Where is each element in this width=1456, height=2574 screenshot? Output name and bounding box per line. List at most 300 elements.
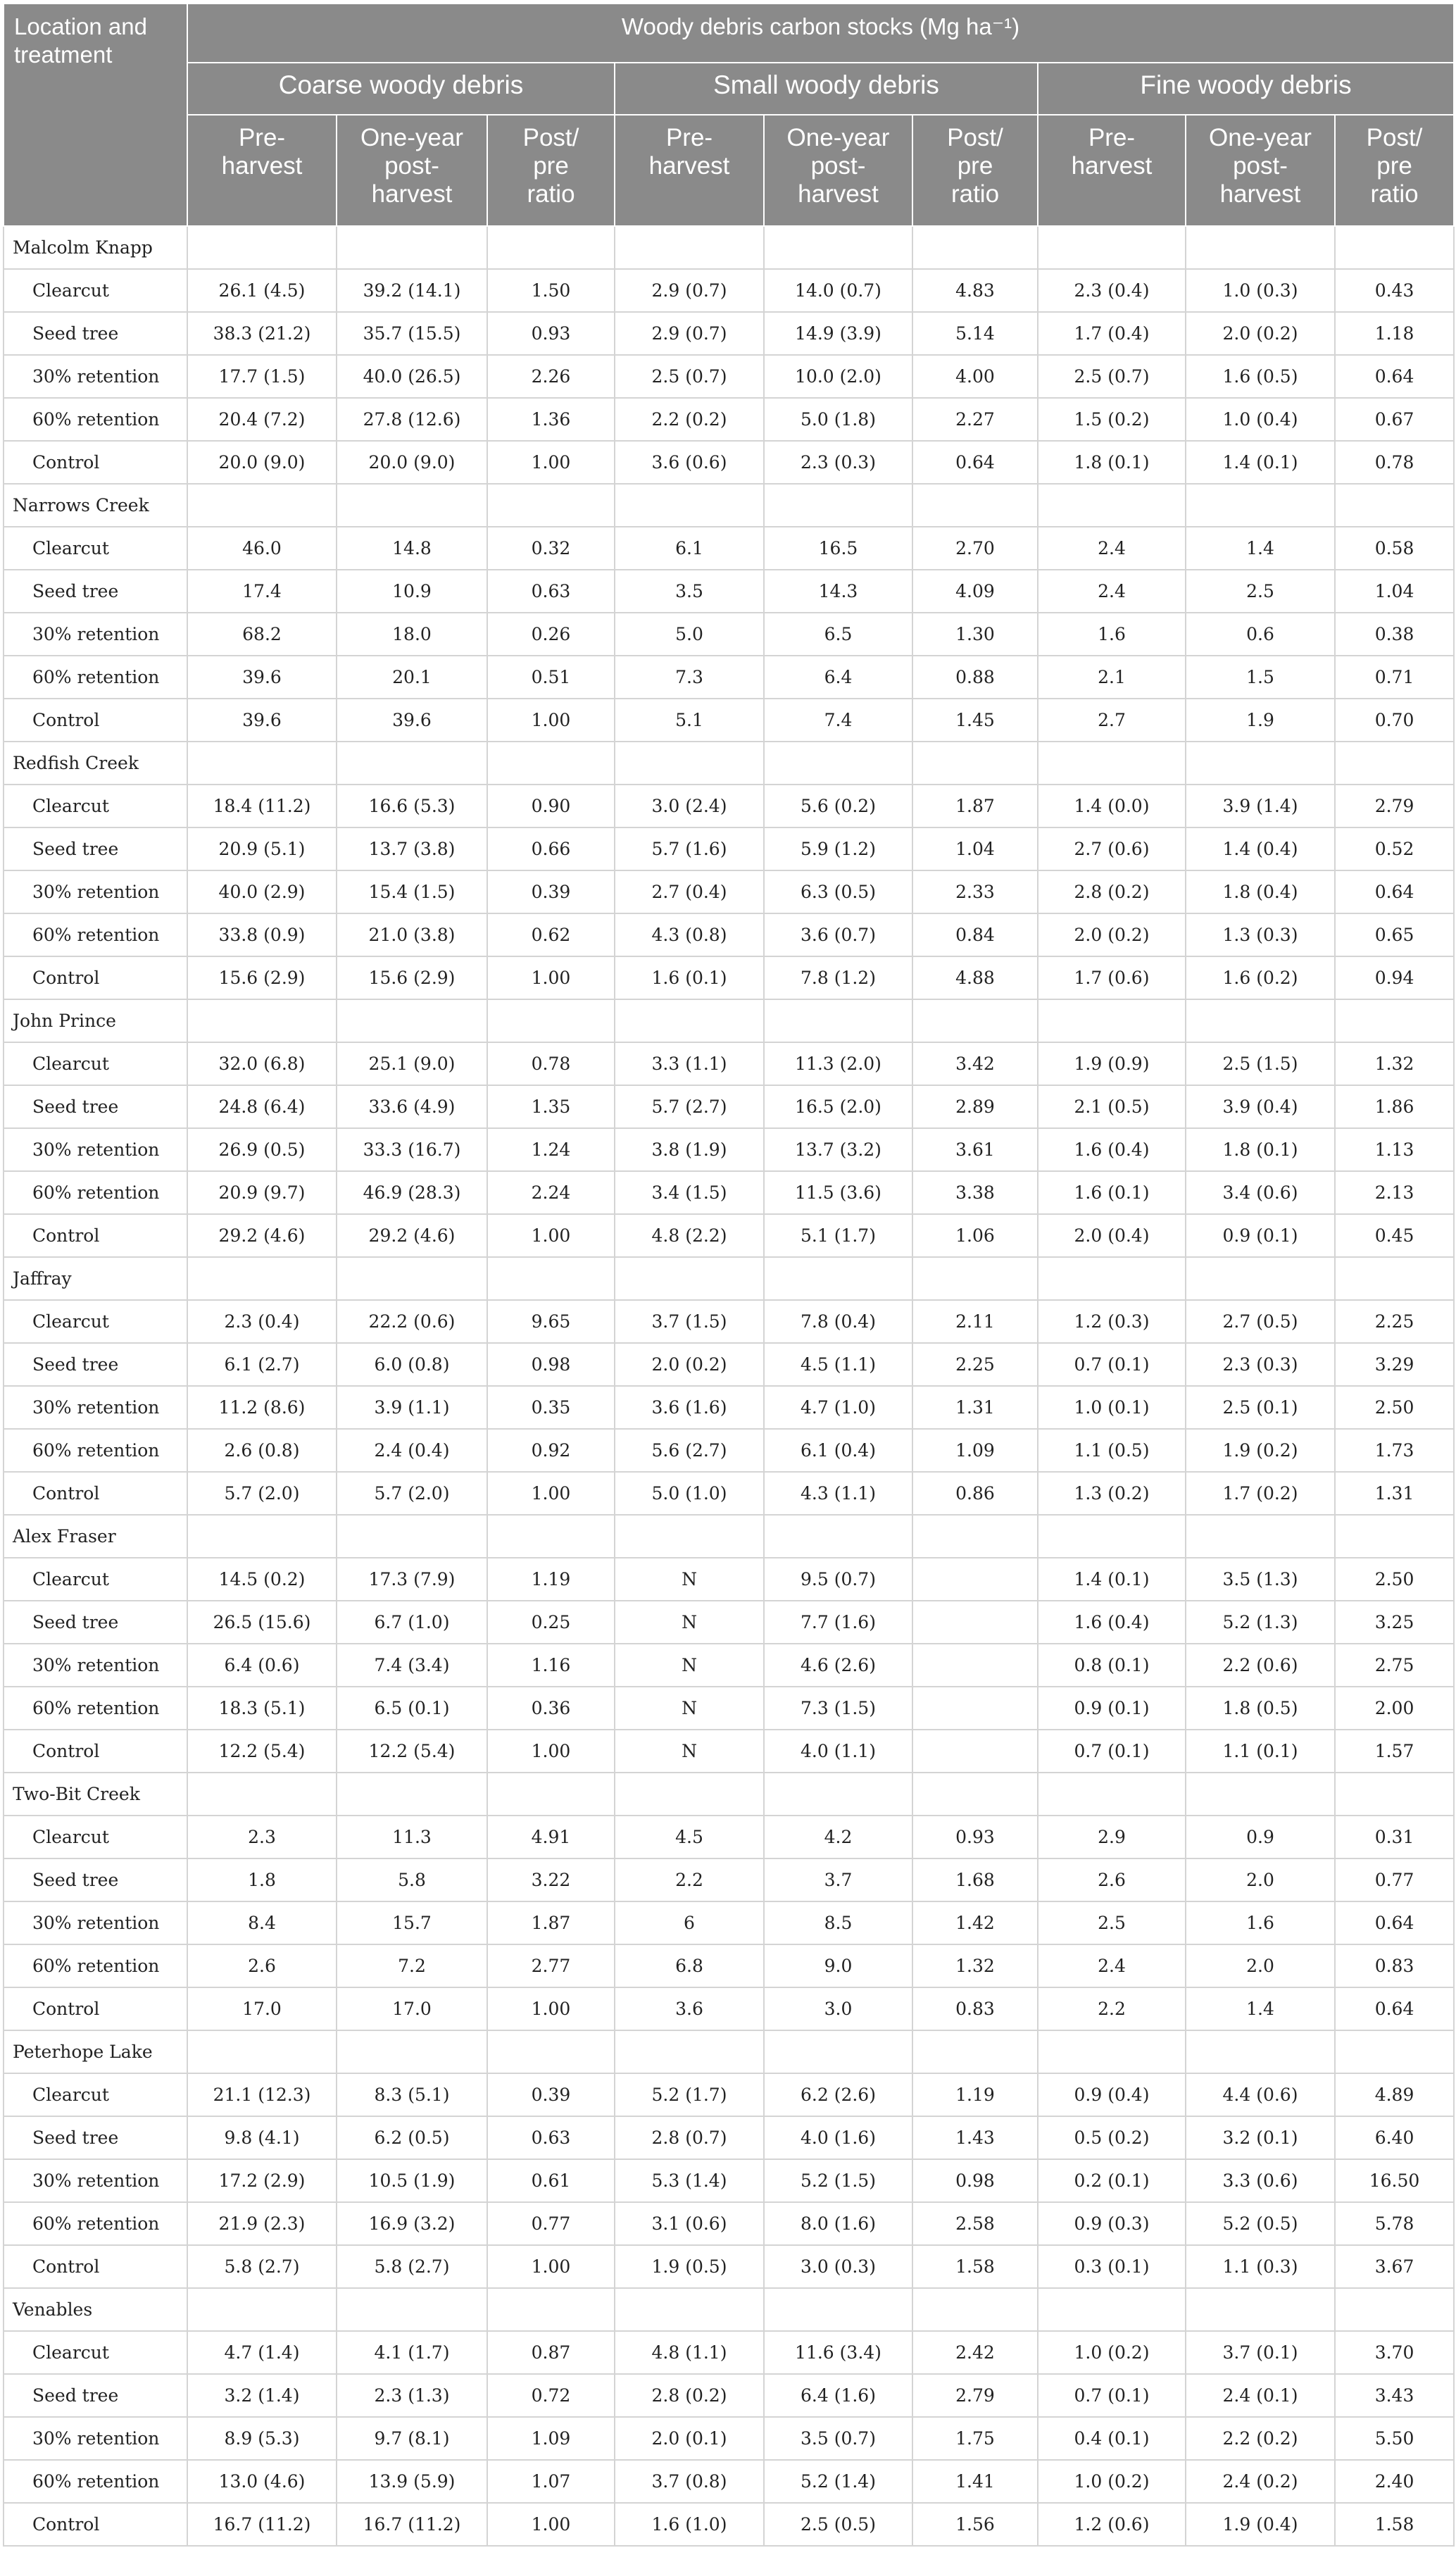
table-cell: 2.5 (1038, 1901, 1186, 1944)
table-cell: 8.5 (764, 1901, 912, 1944)
table-cell: 2.58 (912, 2202, 1038, 2245)
table-cell: 6.5 (0.1) (337, 1687, 487, 1730)
empty-cell (1038, 999, 1186, 1042)
table-cell: 40.0 (26.5) (337, 355, 487, 398)
table-cell: 3.6 (0.7) (764, 913, 912, 956)
table-cell: 5.7 (1.6) (615, 827, 764, 870)
table-cell: 12.2 (5.4) (187, 1730, 337, 1773)
table-cell: 0.93 (487, 312, 615, 355)
treatment-label: Clearcut (4, 2331, 187, 2374)
treatment-label: Control (4, 1214, 187, 1257)
table-cell: 2.77 (487, 1944, 615, 1987)
empty-cell (615, 226, 764, 269)
table-cell: 1.31 (912, 1386, 1038, 1429)
table-cell: 6.40 (1335, 2116, 1454, 2159)
table-cell: 5.14 (912, 312, 1038, 355)
table-cell: 0.38 (1335, 613, 1454, 656)
table-cell: 1.00 (487, 1472, 615, 1515)
table-cell: 6.4 (0.6) (187, 1644, 337, 1687)
table-cell: 3.6 (615, 1987, 764, 2030)
table-cell: 2.70 (912, 527, 1038, 570)
table-cell: 39.6 (187, 699, 337, 742)
small-woody-debris-header: Small woody debris (615, 63, 1038, 115)
table-row (4, 785, 1454, 827)
table-cell: 17.7 (1.5) (187, 355, 337, 398)
table-cell: 1.8 (0.4) (1186, 870, 1335, 913)
table-cell: 16.9 (3.2) (337, 2202, 487, 2245)
table-cell: 1.0 (0.4) (1186, 398, 1335, 441)
empty-cell (337, 484, 487, 527)
table-cell: 3.22 (487, 1858, 615, 1901)
table-row (4, 1085, 1454, 1128)
table-cell: 1.6 (0.4) (1038, 1601, 1186, 1644)
table-cell: 20.0 (9.0) (187, 441, 337, 484)
empty-cell (1186, 2288, 1335, 2331)
table-cell: 1.9 (0.9) (1038, 1042, 1186, 1085)
table-cell: 2.89 (912, 1085, 1038, 1128)
table-cell: 3.0 (0.3) (764, 2245, 912, 2288)
table-cell: 13.7 (3.8) (337, 827, 487, 870)
table-cell: 2.25 (912, 1343, 1038, 1386)
location-name: John Prince (4, 999, 187, 1042)
table-cell: 4.8 (2.2) (615, 1214, 764, 1257)
table-cell: 0.4 (0.1) (1038, 2417, 1186, 2460)
empty-cell (912, 2030, 1038, 2073)
empty-cell (1038, 1515, 1186, 1558)
table-cell: 4.0 (1.1) (764, 1730, 912, 1773)
table-cell: 1.16 (487, 1644, 615, 1687)
table-row (4, 269, 1454, 312)
table-cell: 3.9 (1.4) (1186, 785, 1335, 827)
table-cell (912, 1558, 1038, 1601)
table-cell: 4.1 (1.7) (337, 2331, 487, 2374)
treatment-label: 30% retention (4, 355, 187, 398)
table-cell: 0.39 (487, 870, 615, 913)
table-cell: 4.09 (912, 570, 1038, 613)
table-cell: 1.9 (0.5) (615, 2245, 764, 2288)
table-cell: 17.2 (2.9) (187, 2159, 337, 2202)
table-cell: 0.61 (487, 2159, 615, 2202)
table-cell: 1.31 (1335, 1472, 1454, 1515)
empty-cell (187, 742, 337, 785)
table-row (4, 355, 1454, 398)
empty-cell (1186, 1773, 1335, 1816)
table-cell: 6.1 (2.7) (187, 1343, 337, 1386)
table-cell: 1.2 (0.3) (1038, 1300, 1186, 1343)
table-cell: 3.67 (1335, 2245, 1454, 2288)
empty-cell (1186, 1515, 1335, 1558)
table-row (4, 1644, 1454, 1687)
table-cell: 6.4 (764, 656, 912, 699)
table-cell: 1.06 (912, 1214, 1038, 1257)
table-cell: 21.9 (2.3) (187, 2202, 337, 2245)
treatment-label: 60% retention (4, 2460, 187, 2503)
table-cell: 0.64 (912, 441, 1038, 484)
table-cell: 1.4 (1186, 1987, 1335, 2030)
empty-cell (1038, 484, 1186, 527)
table-container (3, 3, 1453, 2547)
table-row (4, 1300, 1454, 1343)
table-cell: 3.3 (1.1) (615, 1042, 764, 1085)
table-cell: 3.5 (0.7) (764, 2417, 912, 2460)
table-cell: 2.8 (0.2) (615, 2374, 764, 2417)
empty-cell (487, 1515, 615, 1558)
empty-cell (912, 1515, 1038, 1558)
table-cell: 0.66 (487, 827, 615, 870)
treatment-label: Seed tree (4, 1085, 187, 1128)
table-cell: 1.0 (0.1) (1038, 1386, 1186, 1429)
table-cell: 3.3 (0.6) (1186, 2159, 1335, 2202)
table-cell: 1.7 (0.4) (1038, 312, 1186, 355)
table-cell: 0.7 (0.1) (1038, 2374, 1186, 2417)
table-cell: 16.5 (764, 527, 912, 570)
table-cell: 7.8 (0.4) (764, 1300, 912, 1343)
treatment-label: 60% retention (4, 656, 187, 699)
empty-cell (187, 2030, 337, 2073)
group-title-header: Woody debris carbon stocks (Mg ha⁻¹) (187, 4, 1454, 63)
empty-cell (615, 1773, 764, 1816)
table-cell: 0.58 (1335, 527, 1454, 570)
table-cell: 5.7 (2.0) (337, 1472, 487, 1515)
empty-cell (487, 1257, 615, 1300)
empty-cell (912, 742, 1038, 785)
empty-cell (1186, 742, 1335, 785)
table-cell: 9.8 (4.1) (187, 2116, 337, 2159)
empty-cell (1038, 1257, 1186, 1300)
table-cell: 2.24 (487, 1171, 615, 1214)
table-cell: 39.2 (14.1) (337, 269, 487, 312)
table-cell: 2.0 (0.2) (1186, 312, 1335, 355)
table-cell: 1.56 (912, 2503, 1038, 2546)
table-cell: 6.1 (615, 527, 764, 570)
table-cell: 2.0 (0.4) (1038, 1214, 1186, 1257)
fine-pre-harvest-header: Pre-harvest (1038, 115, 1186, 226)
table-cell: 2.3 (1.3) (337, 2374, 487, 2417)
table-cell: N (615, 1558, 764, 1601)
table-cell: 4.91 (487, 1816, 615, 1858)
table-cell: 17.4 (187, 570, 337, 613)
table-cell: 2.3 (0.3) (1186, 1343, 1335, 1386)
table-cell: 0.98 (487, 1343, 615, 1386)
table-cell: 6.1 (0.4) (764, 1429, 912, 1472)
table-row (4, 1901, 1454, 1944)
treatment-label: Seed tree (4, 1601, 187, 1644)
table-cell: 0.94 (1335, 956, 1454, 999)
table-cell: 2.4 (0.2) (1186, 2460, 1335, 2503)
table-cell: 9.65 (487, 1300, 615, 1343)
table-cell: 1.13 (1335, 1128, 1454, 1171)
table-cell: 5.78 (1335, 2202, 1454, 2245)
table-cell: 4.3 (0.8) (615, 913, 764, 956)
table-cell: 3.2 (0.1) (1186, 2116, 1335, 2159)
treatment-label: Control (4, 2503, 187, 2546)
empty-cell (764, 1257, 912, 1300)
table-cell: 3.7 (0.1) (1186, 2331, 1335, 2374)
table-cell: 1.04 (912, 827, 1038, 870)
treatment-label: Seed tree (4, 2116, 187, 2159)
location-name: Peterhope Lake (4, 2030, 187, 2073)
location-row (4, 1515, 1454, 1558)
table-row (4, 527, 1454, 570)
table-cell: 33.3 (16.7) (337, 1128, 487, 1171)
table-cell: 10.9 (337, 570, 487, 613)
table-cell: N (615, 1687, 764, 1730)
table-cell: 8.9 (5.3) (187, 2417, 337, 2460)
table-cell: 2.1 (1038, 656, 1186, 699)
table-cell: 5.2 (1.3) (1186, 1601, 1335, 1644)
table-cell: 1.19 (487, 1558, 615, 1601)
treatment-label: Clearcut (4, 2073, 187, 2116)
table-cell: 1.50 (487, 269, 615, 312)
table-cell (912, 1730, 1038, 1773)
table-cell: 0.90 (487, 785, 615, 827)
empty-cell (487, 1773, 615, 1816)
table-cell: 1.6 (0.5) (1186, 355, 1335, 398)
table-cell: 1.7 (0.2) (1186, 1472, 1335, 1515)
table-cell: 3.61 (912, 1128, 1038, 1171)
location-treatment-header: Location and treatment (4, 4, 187, 226)
empty-cell (912, 1257, 1038, 1300)
table-cell: 5.8 (2.7) (337, 2245, 487, 2288)
table-row (4, 312, 1454, 355)
table-row (4, 1429, 1454, 1472)
table-cell: 0.72 (487, 2374, 615, 2417)
table-cell: 1.87 (487, 1901, 615, 1944)
table-cell: 3.8 (1.9) (615, 1128, 764, 1171)
table-cell: 18.3 (5.1) (187, 1687, 337, 1730)
location-name: Redfish Creek (4, 742, 187, 785)
table-row (4, 1386, 1454, 1429)
table-cell: 1.5 (0.2) (1038, 398, 1186, 441)
table-cell: 2.0 (0.2) (1038, 913, 1186, 956)
table-cell: 0.9 (0.3) (1038, 2202, 1186, 2245)
table-cell: 0.71 (1335, 656, 1454, 699)
empty-cell (487, 484, 615, 527)
treatment-label: 30% retention (4, 2159, 187, 2202)
table-cell: 29.2 (4.6) (187, 1214, 337, 1257)
table-cell: 2.0 (1186, 1944, 1335, 1987)
treatment-label: Clearcut (4, 785, 187, 827)
table-cell: 2.2 (0.2) (615, 398, 764, 441)
table-cell: 0.65 (1335, 913, 1454, 956)
table-row (4, 1558, 1454, 1601)
table-cell: 2.7 (0.5) (1186, 1300, 1335, 1343)
table-cell: 0.78 (487, 1042, 615, 1085)
table-cell: 4.5 (615, 1816, 764, 1858)
table-cell: 2.4 (1038, 570, 1186, 613)
table-cell: 1.09 (912, 1429, 1038, 1472)
table-cell: 1.42 (912, 1901, 1038, 1944)
table-cell: 4.00 (912, 355, 1038, 398)
table-row (4, 2073, 1454, 2116)
table-cell: 1.07 (487, 2460, 615, 2503)
table-row (4, 1858, 1454, 1901)
treatment-label: 30% retention (4, 870, 187, 913)
table-cell: 3.9 (1.1) (337, 1386, 487, 1429)
treatment-label: Clearcut (4, 1558, 187, 1601)
table-cell: 2.9 (1038, 1816, 1186, 1858)
table-row (4, 1987, 1454, 2030)
table-row (4, 1343, 1454, 1386)
empty-cell (487, 2288, 615, 2331)
table-cell: 7.4 (764, 699, 912, 742)
table-cell: 6.2 (2.6) (764, 2073, 912, 2116)
table-cell: 5.2 (0.5) (1186, 2202, 1335, 2245)
empty-cell (1186, 2030, 1335, 2073)
empty-cell (337, 1257, 487, 1300)
table-cell: N (615, 1730, 764, 1773)
table-cell: 3.4 (1.5) (615, 1171, 764, 1214)
table-cell: 14.5 (0.2) (187, 1558, 337, 1601)
treatment-label: 30% retention (4, 1901, 187, 1944)
table-cell: 1.32 (912, 1944, 1038, 1987)
table-cell: 2.0 (0.1) (615, 2417, 764, 2460)
table-cell: 3.29 (1335, 1343, 1454, 1386)
table-cell: 2.40 (1335, 2460, 1454, 2503)
empty-cell (187, 484, 337, 527)
table-cell: 33.8 (0.9) (187, 913, 337, 956)
table-cell: 0.2 (0.1) (1038, 2159, 1186, 2202)
table-cell: 1.35 (487, 1085, 615, 1128)
fine-post-harvest-header: One-year post-harvest (1186, 115, 1335, 226)
table-cell: 1.1 (0.1) (1186, 1730, 1335, 1773)
woody-debris-table (3, 3, 1455, 2547)
treatment-label: Control (4, 956, 187, 999)
empty-cell (1335, 2288, 1454, 2331)
table-cell: 3.5 (615, 570, 764, 613)
table-cell: 7.3 (615, 656, 764, 699)
table-cell: 3.70 (1335, 2331, 1454, 2374)
treatment-label: 60% retention (4, 1944, 187, 1987)
table-cell: 3.43 (1335, 2374, 1454, 2417)
table-cell: 2.5 (0.1) (1186, 1386, 1335, 1429)
table-cell: 29.2 (4.6) (337, 1214, 487, 1257)
table-cell: 1.75 (912, 2417, 1038, 2460)
table-cell: 7.2 (337, 1944, 487, 1987)
table-cell: 1.4 (0.4) (1186, 827, 1335, 870)
table-cell: 2.27 (912, 398, 1038, 441)
table-cell: 0.26 (487, 613, 615, 656)
table-cell: 1.00 (487, 2245, 615, 2288)
table-cell: 2.5 (1186, 570, 1335, 613)
table-cell: 0.64 (1335, 870, 1454, 913)
empty-cell (337, 1773, 487, 1816)
table-cell: 20.9 (5.1) (187, 827, 337, 870)
table-row (4, 870, 1454, 913)
table-cell: 2.79 (912, 2374, 1038, 2417)
table-cell: 0.35 (487, 1386, 615, 1429)
table-cell: 11.5 (3.6) (764, 1171, 912, 1214)
table-cell: 18.4 (11.2) (187, 785, 337, 827)
treatment-label: 60% retention (4, 913, 187, 956)
table-cell: 3.1 (0.6) (615, 2202, 764, 2245)
table-cell: 2.8 (0.7) (615, 2116, 764, 2159)
coarse-pre-harvest-header: Pre-harvest (187, 115, 337, 226)
treatment-label: Seed tree (4, 312, 187, 355)
table-cell: 1.68 (912, 1858, 1038, 1901)
empty-cell (1335, 1257, 1454, 1300)
empty-cell (1335, 1773, 1454, 1816)
table-cell: 3.2 (1.4) (187, 2374, 337, 2417)
table-cell: 5.3 (1.4) (615, 2159, 764, 2202)
table-row (4, 1042, 1454, 1085)
table-cell: 0.70 (1335, 699, 1454, 742)
table-cell: 0.63 (487, 570, 615, 613)
table-cell: 4.5 (1.1) (764, 1343, 912, 1386)
empty-cell (615, 999, 764, 1042)
table-row (4, 1171, 1454, 1214)
table-cell: 1.41 (912, 2460, 1038, 2503)
table-cell: 1.18 (1335, 312, 1454, 355)
table-cell: 1.8 (0.5) (1186, 1687, 1335, 1730)
table-cell: 2.25 (1335, 1300, 1454, 1343)
location-row (4, 2030, 1454, 2073)
table-cell: 1.2 (0.6) (1038, 2503, 1186, 2546)
treatment-label: 30% retention (4, 2417, 187, 2460)
empty-cell (337, 2030, 487, 2073)
table-cell: 2.50 (1335, 1558, 1454, 1601)
table-cell: 16.6 (5.3) (337, 785, 487, 827)
table-cell: 18.0 (337, 613, 487, 656)
table-cell: 11.3 (2.0) (764, 1042, 912, 1085)
empty-cell (337, 226, 487, 269)
treatment-label: Seed tree (4, 2374, 187, 2417)
location-name: Two-Bit Creek (4, 1773, 187, 1816)
treatment-label: 60% retention (4, 2202, 187, 2245)
table-cell: 5.7 (2.0) (187, 1472, 337, 1515)
table-cell: 9.0 (764, 1944, 912, 1987)
empty-cell (487, 999, 615, 1042)
table-row (4, 1214, 1454, 1257)
table-cell: 0.92 (487, 1429, 615, 1472)
table-cell: 4.7 (1.4) (187, 2331, 337, 2374)
table-cell: 6.3 (0.5) (764, 870, 912, 913)
table-cell: 0.9 (0.4) (1038, 2073, 1186, 2116)
table-cell: 3.42 (912, 1042, 1038, 1085)
fine-ratio-header: Post/ pre ratio (1335, 115, 1454, 226)
table-cell: 2.7 (0.6) (1038, 827, 1186, 870)
table-cell: 2.6 (187, 1944, 337, 1987)
table-row (4, 1128, 1454, 1171)
empty-cell (1038, 742, 1186, 785)
table-cell: 35.7 (15.5) (337, 312, 487, 355)
table-cell: 1.6 (0.4) (1038, 1128, 1186, 1171)
table-cell: 3.38 (912, 1171, 1038, 1214)
treatment-label: 30% retention (4, 613, 187, 656)
treatment-label: Control (4, 441, 187, 484)
table-cell: 33.6 (4.9) (337, 1085, 487, 1128)
table-cell: 3.6 (0.6) (615, 441, 764, 484)
table-cell: 2.0 (0.2) (615, 1343, 764, 1386)
empty-cell (187, 1515, 337, 1558)
table-cell: 8.0 (1.6) (764, 2202, 912, 2245)
table-row (4, 2460, 1454, 2503)
table-cell: 11.6 (3.4) (764, 2331, 912, 2374)
table-cell: 14.0 (0.7) (764, 269, 912, 312)
table-cell: 38.3 (21.2) (187, 312, 337, 355)
table-cell: 2.3 (0.4) (1038, 269, 1186, 312)
table-cell: 3.0 (2.4) (615, 785, 764, 827)
empty-cell (337, 2288, 487, 2331)
table-cell: 2.5 (1.5) (1186, 1042, 1335, 1085)
table-cell: 1.0 (0.2) (1038, 2331, 1186, 2374)
table-row (4, 1816, 1454, 1858)
table-cell: 0.36 (487, 1687, 615, 1730)
table-cell: 0.32 (487, 527, 615, 570)
empty-cell (187, 999, 337, 1042)
table-cell: 0.7 (0.1) (1038, 1730, 1186, 1773)
table-row (4, 2159, 1454, 2202)
